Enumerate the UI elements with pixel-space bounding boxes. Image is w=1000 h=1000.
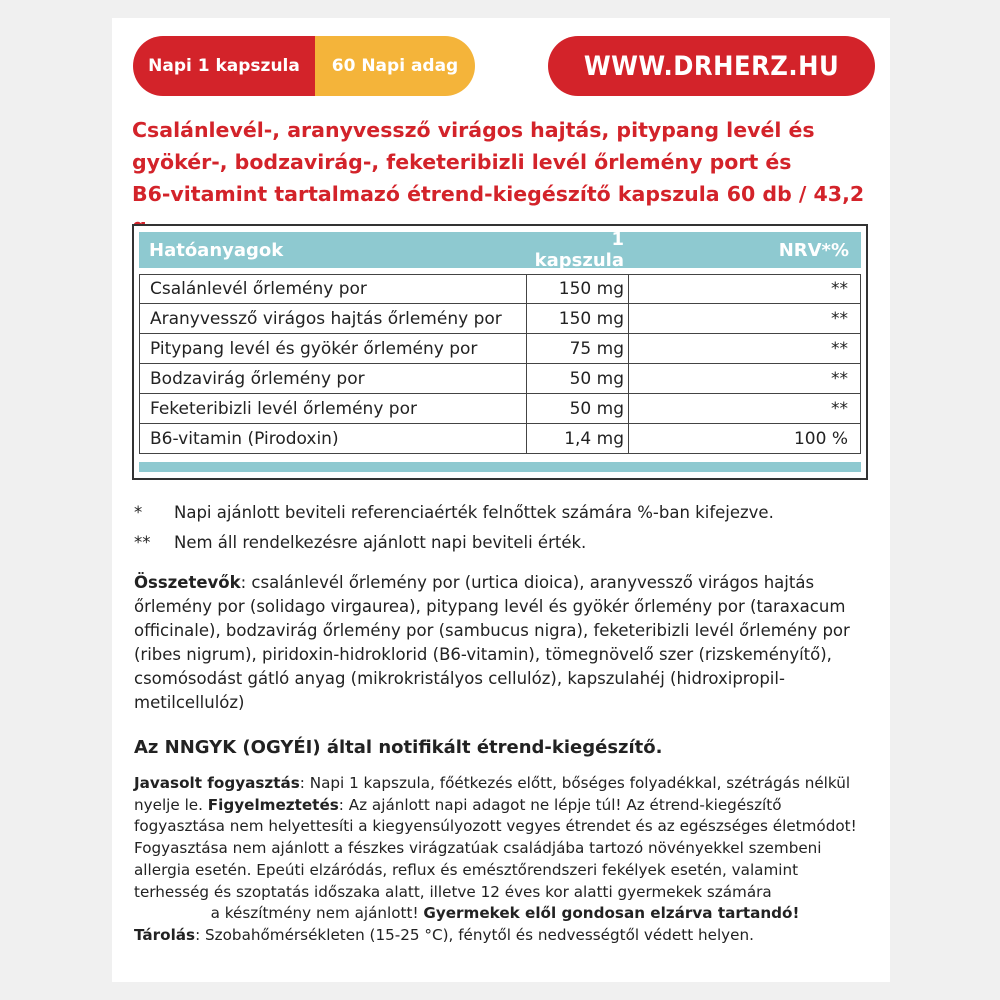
title-line-3: B6-vitamint tartalmazó étrend-kiegészítő kapszula 60 db / 43,2	[132, 182, 865, 206]
ingredient-name: Pitypang levél és gyökér őrlemény por	[140, 334, 527, 363]
nutrition-table	[132, 224, 868, 480]
table-row	[139, 424, 861, 454]
ingredients-section	[134, 571, 876, 715]
ingredient-nrv: **	[831, 338, 848, 359]
recommended-use-label: Javasolt fogyasztás	[134, 774, 300, 792]
title-line-2: gyökér-, bodzavirág-, feketeribizli levél őrlemény port és	[132, 150, 792, 174]
ingredient-name: B6-vitamin (Pirodoxin)	[140, 424, 527, 453]
ingredient-amount: 150 mg	[527, 275, 629, 303]
footnotes	[134, 498, 864, 558]
ingredient-amount: 50 mg	[527, 364, 629, 393]
recommended-use-text: : Napi 1 kapszula, főétkezés előtt, bőséges folyadékkal, szétrágás nélkül nyelje le.	[134, 774, 851, 814]
daily-capsule-badge: Napi 1 kapszula	[133, 36, 315, 96]
notification-statement: Az NNGYK (OGYÉI) által notifikált étrend-kiegészítő.	[134, 737, 663, 758]
ingredient-amount: 75 mg	[527, 334, 629, 363]
table-row	[139, 274, 861, 304]
ingredient-nrv: **	[831, 279, 848, 299]
table-row	[139, 364, 861, 394]
footnote-text: Napi ajánlott beviteli referenciaérték felnőttek számára %-ban kifejezve.	[174, 503, 774, 522]
ingredient-nrv: **	[831, 398, 848, 419]
usage-section	[134, 773, 876, 947]
table-row	[139, 394, 861, 424]
ingredient-amount: 50 mg	[527, 394, 629, 423]
ingredient-name: Aranyvessző virágos hajtás őrlemény por	[140, 304, 527, 333]
title-line-1: Csalánlevél-, aranyvessző virágos hajtás, pitypang levél és	[132, 118, 815, 142]
ingredient-nrv: **	[831, 308, 848, 329]
ingredient-name: Csalánlevél őrlemény por	[140, 275, 527, 303]
daily-dose-badge: 60 Napi adag	[315, 36, 475, 96]
table-row	[139, 304, 861, 334]
warning-end-text: a készítmény nem ajánlott!	[210, 904, 424, 923]
storage-label: Tárolás	[134, 925, 196, 944]
table-body	[139, 274, 861, 454]
ingredient-nrv: **	[831, 368, 848, 389]
header-per-capsule: 1 kapszula	[534, 229, 624, 271]
footnote-mark: *	[134, 503, 143, 522]
footnote-text: Nem áll rendelkezésre ajánlott napi beviteli érték.	[174, 533, 587, 552]
dosage-badge	[133, 36, 475, 96]
ingredient-amount: 1,4 mg	[527, 424, 629, 453]
table-footer-bar	[139, 462, 861, 472]
warning-text: : Az ajánlott napi adagot ne lépje túl! Az étrend-kiegészítő fogyasztása nem helyettesíti a kiegyensúlyozott vegyes étrendet és az egészséges életmódot! Fogyasztása nem ajánlott a fészkes virágzatúak családjába tartozó növényekkel szembeni allergia esetén. Epeúti elzáródás, reflux és emésztőrendszeri fekélyek esetén, valamint terhesség és szoptatás időszaka alatt, illetve 12 éves kor alatti gyermekek számára	[134, 795, 857, 901]
footnote	[134, 528, 864, 558]
header-active-ingredients: Hatóanyagok	[149, 239, 284, 261]
table-header	[139, 229, 861, 271]
warning-label: Figyelmeztetés	[207, 795, 339, 814]
website-badge[interactable]: WWW.DRHERZ.HU	[548, 36, 875, 96]
ingredients-text: : csalánlevél őrlemény por (urtica dioica), aranyvessző virágos hajtás őrlemény por (solidago virgaurea), pitypang levél és gyökér őrlemény por (taraxacum officinale), bodzavirág őrlemény por (sambucus nigra), feketeribizli levél őrlemény por (ribes nigrum), piridoxin-hidroklorid (B6-vitamin), tömegnövelő szer (rizskeményítő), csomósodást gátló anyag (mikrokristályos cellulóz), kapszulahéj (hidroxipropil-metilcellulóz)	[134, 573, 850, 712]
warning-end-line	[134, 903, 876, 925]
ingredient-name: Feketeribizli levél őrlemény por	[140, 394, 527, 423]
storage-text: : Szobahőmérsékleten (15-25 °C), fénytől és nedvességtől védett helyen.	[195, 925, 754, 944]
ingredient-amount: 150 mg	[527, 304, 629, 333]
children-warning: Gyermekek elől gondosan elzárva tartandó!	[423, 904, 800, 923]
ingredient-name: Bodzavirág őrlemény por	[140, 364, 527, 393]
ingredient-nrv: 100 %	[793, 428, 848, 449]
footnote-mark: **	[134, 533, 151, 552]
footnote	[134, 498, 864, 528]
product-title	[132, 114, 872, 242]
ingredients-label: Összetevők	[134, 573, 241, 592]
table-row	[139, 334, 861, 364]
header-nrv: NRV*%	[778, 239, 849, 261]
